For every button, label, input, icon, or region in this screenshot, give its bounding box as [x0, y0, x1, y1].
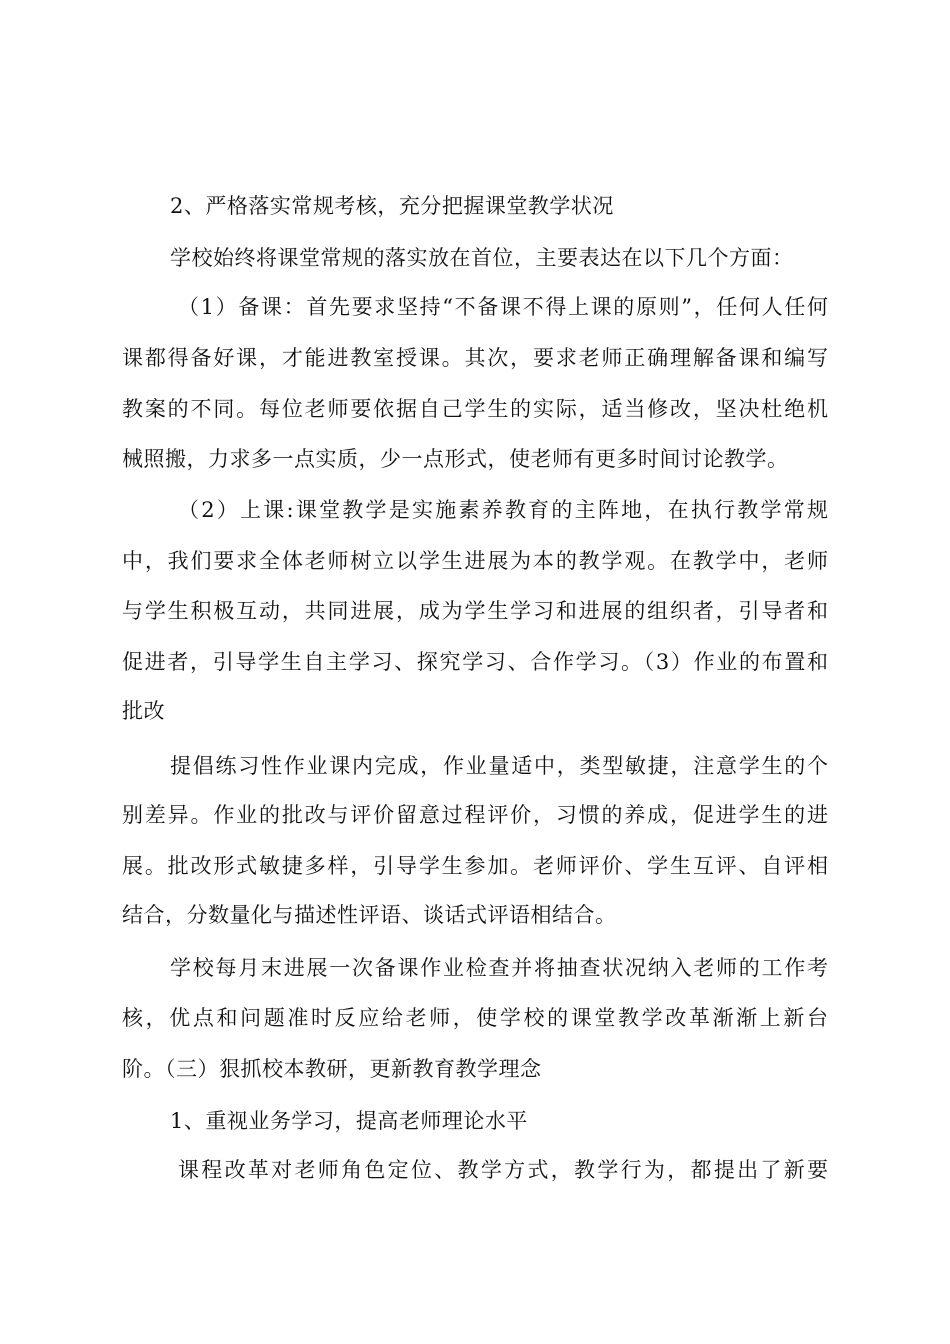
paragraph-lesson-prep-line-4: 械照搬，力求多一点实质，少一点形式，使老师有更多时间讨论教学。	[122, 447, 789, 471]
paragraph-monthly-check-line-3: 阶。（三）狠抓校本教研，更新教育教学理念	[122, 1057, 542, 1081]
paragraph-homework-line-4: 结合，分数量化与描述性评语、谈话式评语相结合。	[122, 903, 617, 927]
paragraph-teaching-line-5: 批改	[122, 699, 165, 723]
paragraph-homework-line-3: 展。批改形式敏捷多样，引导学生参加。老师评价、学生互评、自评相	[122, 854, 828, 878]
paragraph-teaching-line-4: 促进者，引导学生自主学习、探究学习、合作学习。（3）作业的布置和	[122, 650, 828, 674]
paragraph-teaching-line-1: （2）上课:课堂教学是实施素养教育的主阵地，在执行教学常规	[178, 498, 828, 522]
heading-strict-assessment: 2、严格落实常规考核，充分把握课堂教学状况	[170, 194, 614, 218]
paragraph-lesson-prep-line-2: 课都得备好课，才能进教室授课。其次，要求老师正确理解备课和编写	[122, 346, 828, 370]
paragraph-lesson-prep-line-1: （1）备课：首先要求坚持“不备课不得上课的原则”，任何人任何	[178, 295, 828, 319]
paragraph-monthly-check-line-2: 核，优点和问题准时反应给老师，使学校的课堂教学改革渐渐上新台	[122, 1006, 828, 1030]
heading-professional-study: 1、重视业务学习，提高老师理论水平	[170, 1109, 528, 1133]
paragraph-curriculum-reform: 课程改革对老师角色定位、教学方式，教学行为，都提出了新要	[178, 1158, 828, 1182]
paragraph-homework-line-2: 别差异。作业的批改与评价留意过程评价，习惯的养成，促进学生的进	[122, 803, 828, 827]
paragraph-homework-line-1: 提倡练习性作业课内完成，作业量适中，类型敏捷，注意学生的个	[170, 754, 828, 778]
paragraph-teaching-line-3: 与学生积极互动，共同进展，成为学生学习和进展的组织者，引导者和	[122, 599, 828, 623]
paragraph-classroom-routine: 学校始终将课堂常规的落实放在首位，主要表达在以下几个方面：	[170, 246, 794, 270]
paragraph-lesson-prep-line-3: 教案的不同。每位老师要依据自己学生的实际，适当修改，坚决杜绝机	[122, 397, 828, 421]
paragraph-teaching-line-2: 中，我们要求全体老师树立以学生进展为本的教学观。在教学中，老师	[122, 549, 828, 573]
paragraph-monthly-check-line-1: 学校每月末进展一次备课作业检查并将抽查状况纳入老师的工作考	[170, 956, 828, 980]
